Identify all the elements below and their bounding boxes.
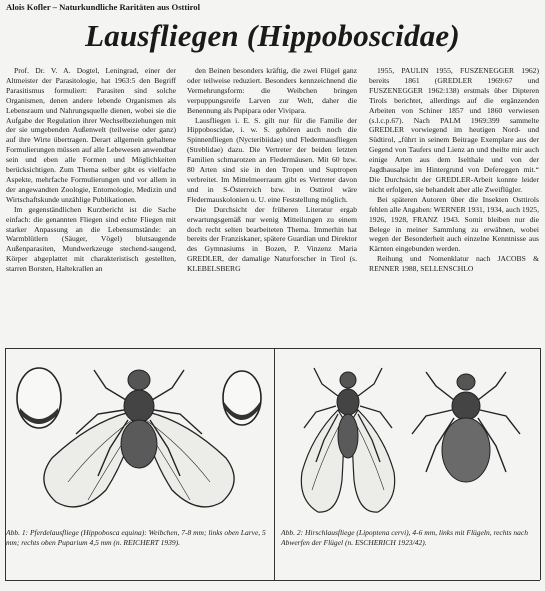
article-title: Lausfliegen (Hippoboscidae) <box>85 18 460 53</box>
paragraph: Die Durchsicht der früheren Literatur ergab erwartungsgemäß nur wenig Mitteilungen zu einem doch recht selten bearbeiteten Thema. Immerhin hat bereits der Franziskaner, spätere Guardian und Direktor des Gymnasiums in Bozen, P. Vinzenz Maria GREDLER, der damalige Naturforscher in Tirol (s. KLEBELSBERG <box>187 204 357 274</box>
text-column-2 <box>187 66 357 344</box>
larva-illustration <box>17 368 61 428</box>
figure-1-illustration <box>6 350 272 526</box>
fly-illustration <box>44 370 234 507</box>
figure-right-rule <box>540 348 541 580</box>
figure-bottom-rule <box>5 580 540 581</box>
winged-fly-illustration <box>301 368 394 512</box>
paragraph: den Beinen besonders kräftig, die zwei Flügel ganz oder teilweise reduziert. Besonders kennzeichnend die Vermehrungsform: die Weibchen bringen verpuppungsreife Larven zur Welt, daher die Benennung als Pupipara oder Vivipara. <box>187 66 357 115</box>
paragraph: Im gegenständlichen Kurzbericht ist die Sache einfach: die genannten Fliegen sind echte Fliegen mit starker Anpassung an die Lebensumstände: an Warmblütlern (Säuger, Vögel) blutsaugende Außenparasiten, Mundwerkzeuge stechend-saugend, Körper abgeplattet mit charakteristisch gestellten, starren Borsten, Haltekrallen an <box>6 204 176 274</box>
figure-1-caption: Abb. 1: Pferdelausfliege (Hippobosca equina): Weibchen, 7-8 mm; links oben Larve, 5 mm; rechts oben Puparium 4,5 mm (n. REICHERT 1939). <box>6 528 266 547</box>
paragraph: 1955, PAULIN 1955, FUSZENEGGER 1962) bereits 1861 (GREDLER 1969:67 und FUSZENEGGER 1962:138) erstmals über Dipteren Tirols berichtet, allerdings auf die ergänzenden Arbeiten von Schiner 1857 und 1860 verwiesen (s.l.c.p.67). Nach PALM 1969:399 sammelte GREDLER vorwiegend im heutigen Nord- und Südtirol, „führt in seinem Beitrage Exemplare aus der Gegend von Taufers und Lienz an und theilte mir auch einige Arten aus dem Iselthale und von der Jagdhausalpe im Hintergrund von Defereggen mit.“ Die Durchsicht der GREDLER-Arbeit konnte leider nicht erfolgen, sie behandelt aber alle Zweiflügler. <box>369 66 539 194</box>
figure-2-caption: Abb. 2: Hirschlausfliege (Lipoptena cervi), 4-6 mm, links mit Flügeln, rechts nach Abwerfen der Flügel (n. ESCHERICH 1923/42). <box>281 528 528 547</box>
figure-top-rule <box>5 348 540 349</box>
puparium-illustration <box>223 371 261 425</box>
paragraph: Bei späteren Autoren über die Insekten Osttirols fehlen alle Angaben: WERNER 1931, 1934, auch 1925, 1926, 1928, FRANZ 1943. Somit bleiben nur die Belege in meiner Sammlung zu erwähnen, wobei wegen der Besonderheit auch einzelne Kenntnisse aus Kärnten eingebunden werden. <box>369 194 539 254</box>
figure-2-illustration <box>276 350 538 526</box>
running-header: Alois Kofler – Naturkundliche Raritäten aus Osttirol <box>6 2 200 12</box>
paragraph: Lausfliegen i. E. S. gilt nur für die Familie der Hippoboscidae, i. w. S. gehören auch noch die Spinnenfliegen (Nycteribiidae) und Fledermausfliegen (Streblidae) dazu. Die Vertreter der beiden letzten Familien schmarotzen an Fledermäusen. Mit 60 bzw. 80 Arten sind sie in den Tropen und Suptropen verbreitet. Im Mittelmeerraum gibt es Vertreter davon und in S-Österreich bzw. in Osttirol wäre Fledermauskolonien u. U. eine Feststellung möglich. <box>187 115 357 204</box>
paragraph: Reihung und Nomenklatur nach JACOBS & RENNER 1988, SELLENSCHLO <box>369 254 539 274</box>
text-column-3 <box>369 66 539 344</box>
paragraph: Prof. Dr. V. A. Dogtel, Leningrad, einer der Altmeister der Parasitologie, hat 1963:5 den Begriff Parasitismus formuliert: Parasiten sind solche Organismen, denen andere lebende Organismen als Lebensraum und Nahrungsquelle dienen, wobei sie die Aufgabe der Regulation ihrer Wechselbeziehungen mit der sie umgebenden Außenwelt (teilweise oder ganz) auf ihre Wirte übertragen. Derart allgemein gehaltene Formulierungen müssen auf alle Lebewesen anwendbar sein und eben alle Formen und Möglichkeiten berücksichtigen. Zum Thema selber gibt es vielfache Aspekte, mehrfache Formulierungen und vor allem in der angewandten Zoologie, Entomologie, Medizin und Wirtschaftskunde unzählige Publikationen. <box>6 66 176 204</box>
wingless-fly-illustration <box>412 372 520 482</box>
text-column-1 <box>6 66 176 344</box>
figure-divider-rule <box>274 348 275 580</box>
